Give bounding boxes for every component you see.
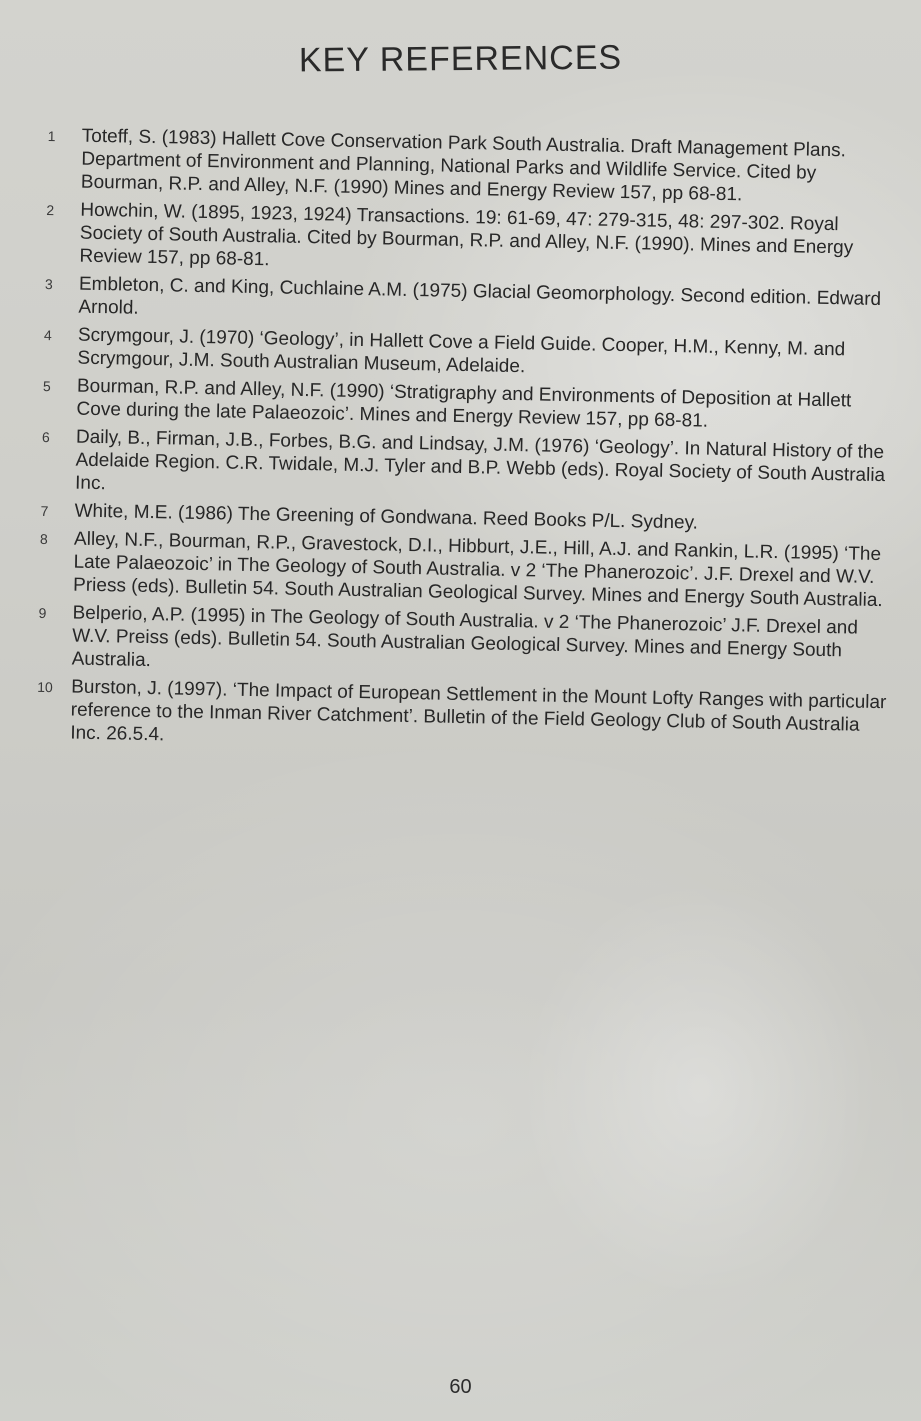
reference-item	[39, 527, 892, 612]
reference-number: 2	[46, 201, 55, 219]
reference-text: Alley, N.F., Bourman, R.P., Gravestock, D.I., Hibburt, J.E., Hill, A.J. and Rankin, L.R. (1995) ‘The Late Palaeozoic’ in The Geology of South Australia. v 2 ‘The Phanerozoic’. J.F. Drexel and W.V. Priess (eds). Bulletin 54. South Australian Geological Survey. Mines and Energy South Australia.	[72, 528, 883, 612]
reference-number: 9	[38, 604, 47, 622]
reference-item	[41, 425, 894, 510]
reference-text: Scrymgour, J. (1970) ‘Geology’, in Hallett Cove a Field Guide. Cooper, H.M., Kenny, M. and Scrymgour, J.M. South Australian Museum, Adelaide.	[77, 324, 846, 378]
reference-text: Howchin, W. (1895, 1923, 1924) Transactions. 19: 61-69, 47: 279-315, 48: 297-302. Royal Society of South Australia. Cited by Bourman, R.P. and Alley, N.F. (1990). Mines and Energy Review 157, pp 68-81.	[79, 199, 854, 271]
reference-number: 7	[40, 502, 49, 520]
reference-text: Embleton, C. and King, Cuchlaine A.M. (1975) Glacial Geomorphology. Second edition. Edward Arnold.	[78, 273, 882, 319]
reference-text: Bourman, R.P. and Alley, N.F. (1990) ‘Stratigraphy and Environments of Deposition at Hallett Cove during the late Palaeozoic’. Mines and Energy Review 157, pp 68-81.	[76, 375, 852, 432]
reference-item	[45, 198, 898, 283]
reference-number: 10	[37, 678, 53, 696]
reference-text: White, M.E. (1986) The Greening of Gondwana. Reed Books P/L. Sydney.	[74, 500, 699, 534]
reference-text: Belperio, A.P. (1995) in The Geology of South Australia. v 2 ‘The Phanerozoic’ J.F. Drexel and W.V. Preiss (eds). Bulletin 54. South Australian Geological Survey. Mines and Energy South Australia.	[71, 602, 859, 672]
reference-item	[38, 601, 891, 686]
reference-number: 1	[47, 127, 56, 145]
reference-list	[36, 124, 900, 765]
reference-item	[47, 124, 900, 209]
light-glare	[520, 880, 880, 1300]
page-number: 60	[449, 1376, 472, 1398]
reference-number: 3	[44, 275, 53, 293]
reference-text: Daily, B., Firman, J.B., Forbes, B.G. and Lindsay, J.M. (1976) ‘Geology’. In Natural History of the Adelaide Region. C.R. Twidale, M.J. Tyler and B.P. Webb (eds). Royal Society of South Australia Inc.	[74, 426, 886, 495]
reference-number: 5	[42, 377, 51, 395]
reference-text: Toteff, S. (1983) Hallett Cove Conservation Park South Australia. Draft Management Plans. Department of Environment and Planning, National Parks and Wildlife Service. Cited by Bourman, R.P. and Alley, N.F. (1990) Mines and Energy Review 157, pp 68-81.	[80, 125, 847, 206]
reference-number: 8	[39, 530, 48, 548]
reference-number: 4	[43, 326, 52, 344]
page-title: KEY REFERENCES	[298, 38, 623, 80]
reference-number: 6	[41, 428, 50, 446]
reference-item	[36, 675, 889, 760]
reference-text: Burston, J. (1997). ‘The Impact of European Settlement in the Mount Lofty Ranges with particular reference to the Inman River Catchment’. Bulletin of the Field Geology Club of South Australia Inc. 26.5.4.	[70, 676, 887, 746]
